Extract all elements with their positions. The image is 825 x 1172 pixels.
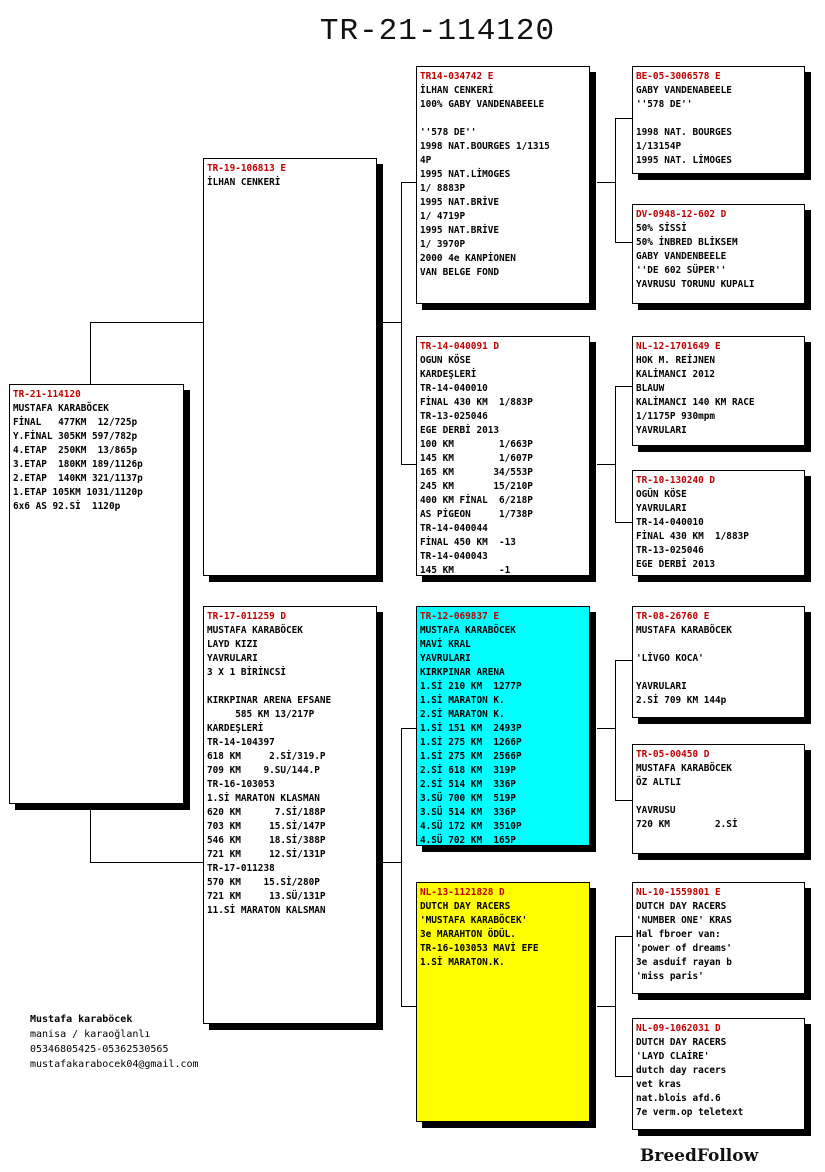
- info-line: YAVRUSU: [636, 805, 676, 816]
- info-line: HOK M. REİJNEN: [636, 355, 716, 366]
- info-line: 3.SÜ 700 KM 519P: [420, 793, 516, 804]
- connector-line: [90, 862, 204, 863]
- info-line: OGÜN KÖSE: [636, 489, 687, 500]
- info-line: [636, 112, 801, 126]
- ring-number: NL-12-1701649 E: [636, 341, 721, 352]
- info-line: 3 X 1 BİRİNCSİ: [207, 667, 287, 678]
- info-line: TR-14-040043: [420, 551, 488, 562]
- ring-number: TR-10-130240 D: [636, 475, 716, 486]
- sire-card: [203, 158, 377, 576]
- info-line: 1.Sİ 210 KM 1277P: [420, 681, 522, 692]
- connector-line: [615, 800, 632, 801]
- info-line: 'LAYD CLAİRE': [636, 1051, 710, 1062]
- dam-dam-card: [416, 882, 590, 1122]
- connector-line: [597, 1006, 615, 1007]
- brand-logo: BreedFollow: [640, 1146, 759, 1166]
- info-line: 1995 NAT.LİMOGES: [420, 169, 511, 180]
- info-line: nat.blois afd.6: [636, 1093, 721, 1104]
- connector-line: [615, 660, 632, 661]
- owner-location: manisa / karaoğlanlı: [30, 1029, 151, 1040]
- info-line: KIRKPINAR ARENA EFSANE: [207, 695, 332, 706]
- connector-line: [401, 182, 416, 183]
- info-line: 1998 NAT. BOURGES: [636, 127, 732, 138]
- info-line: MUSTAFA KARABÖCEK: [207, 625, 303, 636]
- connector-line: [615, 118, 632, 119]
- info-line: MUSTAFA KARABÖCEK: [13, 403, 109, 414]
- ring-number: TR-19-106813 E: [207, 163, 287, 174]
- info-line: [420, 112, 586, 126]
- ring-number: TR-05-00450 D: [636, 749, 710, 760]
- info-line: EGE DERBİ 2013: [420, 425, 500, 436]
- info-line: DUTCH DAY RACERS: [636, 901, 727, 912]
- connector-line: [401, 464, 416, 465]
- info-line: 6x6 AS 92.Sİ 1120p: [13, 501, 121, 512]
- info-line: 1/ 4719P: [420, 211, 466, 222]
- info-line: TR-13-025046: [420, 411, 488, 422]
- dam-dam-sire-card: [632, 882, 805, 994]
- info-line: TR-14-040010: [420, 383, 488, 394]
- dam-sire-dam-card: [632, 744, 805, 854]
- info-line: GABY VANDENABEELE: [636, 85, 732, 96]
- info-line: FİNAL 477KM 12/725p: [13, 417, 138, 428]
- info-line: 165 KM 34/553P: [420, 467, 533, 478]
- info-line: FİNAL 430 KM 1/883P: [636, 531, 749, 542]
- info-line: EGE DERBİ 2013: [636, 559, 716, 570]
- subject-bird-card: [9, 384, 184, 804]
- owner-name: Mustafa karaböcek: [30, 1014, 133, 1025]
- info-line: TR-14-104397: [207, 737, 275, 748]
- ring-number: DV-0948-12-602 D: [636, 209, 727, 220]
- info-line: 50% İNBRED BLİKSEM: [636, 237, 738, 248]
- info-line: 585 KM 13/217P: [207, 709, 315, 720]
- info-line: 3.ETAP 180KM 189/1126p: [13, 459, 143, 470]
- ring-number: NL-13-1121828 D: [420, 887, 505, 898]
- info-line: 1.ETAP 105KM 1031/1120p: [13, 487, 143, 498]
- connector-line: [597, 182, 615, 183]
- owner-email[interactable]: mustafakarabocek04@gmail.com: [30, 1059, 199, 1070]
- info-line: 1995 NAT.BRİVE: [420, 225, 500, 236]
- info-line: YAVRULARI: [636, 681, 687, 692]
- connector-line: [401, 182, 402, 464]
- info-line: 721 KM 12.Sİ/131P: [207, 849, 326, 860]
- info-line: 'power of dreams': [636, 943, 732, 954]
- info-line: 7e verm.op teletext: [636, 1107, 744, 1118]
- ring-number: TR-21-114120: [13, 389, 81, 400]
- info-line: 1/13154P: [636, 141, 682, 152]
- info-line: MAVİ KRAL: [420, 639, 471, 650]
- info-line: 721 KM 13.SÜ/131P: [207, 891, 326, 902]
- info-line: TR-14-040010: [636, 517, 704, 528]
- connector-line: [401, 728, 402, 1006]
- sire-sire-sire-card: [632, 66, 805, 174]
- connector-line: [615, 386, 632, 387]
- info-line: VAN BELGE FOND: [420, 267, 500, 278]
- info-line: ''578 DE'': [636, 99, 693, 110]
- info-line: 2.Sİ 709 KM 144p: [636, 695, 727, 706]
- info-line: 618 KM 2.Sİ/319.P: [207, 751, 326, 762]
- info-line: 570 KM 15.Sİ/280P: [207, 877, 320, 888]
- info-line: 2.ETAP 140KM 321/1137p: [13, 473, 143, 484]
- info-line: 1.Sİ MARATON K.: [420, 695, 505, 706]
- info-line: 1.Sİ 151 KM 2493P: [420, 723, 522, 734]
- info-line: DUTCH DAY RACERS: [636, 1037, 727, 1048]
- info-line: 703 KM 15.Sİ/147P: [207, 821, 326, 832]
- info-line: İLHAN CENKERİ: [420, 85, 494, 96]
- ring-number: NL-09-1062031 D: [636, 1023, 721, 1034]
- ring-number: BE-05-3006578 E: [636, 71, 721, 82]
- info-line: İLHAN CENKERİ: [207, 177, 281, 188]
- connector-line: [401, 728, 416, 729]
- info-line: 2.Sİ MARATON K.: [420, 709, 505, 720]
- info-line: LAYD KIZI: [207, 639, 258, 650]
- owner-phones: 05346805425-05362530565: [30, 1044, 169, 1055]
- owner-contact: [30, 1012, 199, 1072]
- sire-dam-dam-card: [632, 470, 805, 576]
- info-line: Hal fbroer van:: [636, 929, 721, 940]
- info-line: YAVRULARI: [420, 653, 471, 664]
- ring-number: TR14-034742 E: [420, 71, 494, 82]
- info-line: TR-13-025046: [636, 545, 704, 556]
- info-line: 'miss paris': [636, 971, 704, 982]
- info-line: [636, 638, 801, 652]
- info-line: 1/ 3970P: [420, 239, 466, 250]
- info-line: 245 KM 15/210P: [420, 481, 533, 492]
- connector-line: [597, 728, 615, 729]
- info-line: MUSTAFA KARABÖCEK: [420, 625, 516, 636]
- ring-number: TR-14-040091 D: [420, 341, 500, 352]
- info-line: GABY VANDENBEELE: [636, 251, 727, 262]
- connector-line: [383, 862, 401, 863]
- info-line: 100 KM 1/663P: [420, 439, 533, 450]
- connector-line: [615, 242, 632, 243]
- info-line: MUSTAFA KARABÖCEK: [636, 625, 732, 636]
- info-line: 620 KM 7.Sİ/188P: [207, 807, 326, 818]
- info-line: DUTCH DAY RACERS: [420, 901, 511, 912]
- info-line: 1.Sİ MARATON KLASMAN: [207, 793, 320, 804]
- ring-number: NL-10-1559801 E: [636, 887, 721, 898]
- info-line: 2.Sİ 514 KM 336P: [420, 779, 516, 790]
- info-line: 'NUMBER ONE' KRAS: [636, 915, 732, 926]
- dam-sire-card: [416, 606, 590, 846]
- connector-line: [90, 322, 204, 323]
- info-line: 1.Sİ 275 KM 1266P: [420, 737, 522, 748]
- info-line: 4P: [420, 155, 432, 166]
- ring-number: TR-08-26760 E: [636, 611, 710, 622]
- dam-sire-sire-card: [632, 606, 805, 718]
- info-line: FİNAL 450 KM -13: [420, 537, 516, 548]
- ring-number: TR-17-011259 D: [207, 611, 287, 622]
- info-line: 100% GABY VANDENABEELE: [420, 99, 545, 110]
- info-line: KIRKPINAR ARENA: [420, 667, 505, 678]
- info-line: 'LİVGO KOCA': [636, 653, 704, 664]
- info-line: KALİMANCI 140 KM RACE: [636, 397, 755, 408]
- connector-line: [615, 660, 616, 800]
- info-line: YAVRUSU TORUNU KUPALI: [636, 279, 755, 290]
- info-line: BLAUW: [636, 383, 665, 394]
- info-line: [636, 666, 801, 680]
- connector-line: [615, 1076, 632, 1077]
- info-line: 'MUSTAFA KARABÖCEK': [420, 915, 528, 926]
- info-line: MUSTAFA KARABÖCEK: [636, 763, 732, 774]
- info-line: 2.Sİ 618 KM 319P: [420, 765, 516, 776]
- info-line: YAVRULARI: [636, 425, 687, 436]
- connector-line: [615, 936, 616, 1076]
- connector-line: [615, 522, 632, 523]
- info-line: TR-14-040044: [420, 523, 488, 534]
- info-line: KARDEŞLERİ: [420, 369, 477, 380]
- info-line: 709 KM 9.SU/144.P: [207, 765, 320, 776]
- info-line: 1/ 8883P: [420, 183, 466, 194]
- info-line: 1995 NAT.BRİVE: [420, 197, 500, 208]
- info-line: Y.FİNAL 305KM 597/782p: [13, 431, 138, 442]
- info-line: AS PİGEON 1/738P: [420, 509, 533, 520]
- info-line: ''578 DE'': [420, 127, 477, 138]
- connector-line: [401, 1006, 416, 1007]
- sire-dam-sire-card: [632, 336, 805, 446]
- info-line: 145 KM 1/607P: [420, 453, 533, 464]
- info-line: 4.SÜ 702 KM 165P: [420, 835, 516, 846]
- info-line: dutch day racers: [636, 1065, 727, 1076]
- info-line: 546 KM 18.Sİ/388P: [207, 835, 326, 846]
- sire-sire-dam-card: [632, 204, 805, 304]
- info-line: 400 KM FİNAL 6/218P: [420, 495, 533, 506]
- info-line: YAVRULARI: [207, 653, 258, 664]
- connector-line: [90, 322, 91, 384]
- connector-line: [615, 936, 632, 937]
- info-line: KARDEŞLERİ: [207, 723, 264, 734]
- connector-line: [597, 464, 615, 465]
- info-line: 50% SİSSİ: [636, 223, 687, 234]
- info-line: [207, 680, 373, 694]
- info-line: ''DE 602 SÜPER'': [636, 265, 727, 276]
- sire-dam-card: [416, 336, 590, 576]
- dam-card: [203, 606, 377, 1024]
- info-line: 145 KM -1: [420, 565, 511, 576]
- info-line: 3e MARAHTON ÖDÜL.: [420, 929, 516, 940]
- dam-dam-dam-card: [632, 1018, 805, 1130]
- info-line: 720 KM 2.Sİ: [636, 819, 738, 830]
- info-line: TR-17-011238: [207, 863, 275, 874]
- info-line: 3.SÜ 514 KM 336P: [420, 807, 516, 818]
- info-line: OGUN KÖSE: [420, 355, 471, 366]
- pedigree-title: TR-21-114120: [319, 14, 556, 49]
- info-line: TR-16-103053: [207, 779, 275, 790]
- info-line: 1995 NAT. LİMOGES: [636, 155, 732, 166]
- info-line: 1998 NAT.BOURGES 1/1315: [420, 141, 550, 152]
- sire-sire-card: [416, 66, 590, 304]
- info-line: 4.ETAP 250KM 13/865p: [13, 445, 138, 456]
- info-line: 11.Sİ MARATON KALSMAN: [207, 905, 326, 916]
- info-line: 1/1175P 930mpm: [636, 411, 716, 422]
- connector-line: [383, 322, 401, 323]
- info-line: FİNAL 430 KM 1/883P: [420, 397, 533, 408]
- ring-number: TR-12-069837 E: [420, 611, 500, 622]
- info-line: TR-16-103053 MAVİ EFE: [420, 943, 539, 954]
- info-line: [636, 790, 801, 804]
- connector-line: [90, 806, 91, 862]
- info-line: YAVRULARI: [636, 503, 687, 514]
- info-line: 4.SÜ 172 KM 3510P: [420, 821, 522, 832]
- info-line: 1.Sİ 275 KM 2566P: [420, 751, 522, 762]
- info-line: vet kras: [636, 1079, 682, 1090]
- info-line: ÖZ ALTLI: [636, 777, 682, 788]
- info-line: KALİMANCI 2012: [636, 369, 716, 380]
- info-line: 1.Sİ MARATON.K.: [420, 957, 505, 968]
- connector-line: [615, 386, 616, 522]
- info-line: 3e asduif rayan b: [636, 957, 732, 968]
- info-line: 2000 4e KANPİONEN: [420, 253, 516, 264]
- connector-line: [615, 118, 616, 242]
